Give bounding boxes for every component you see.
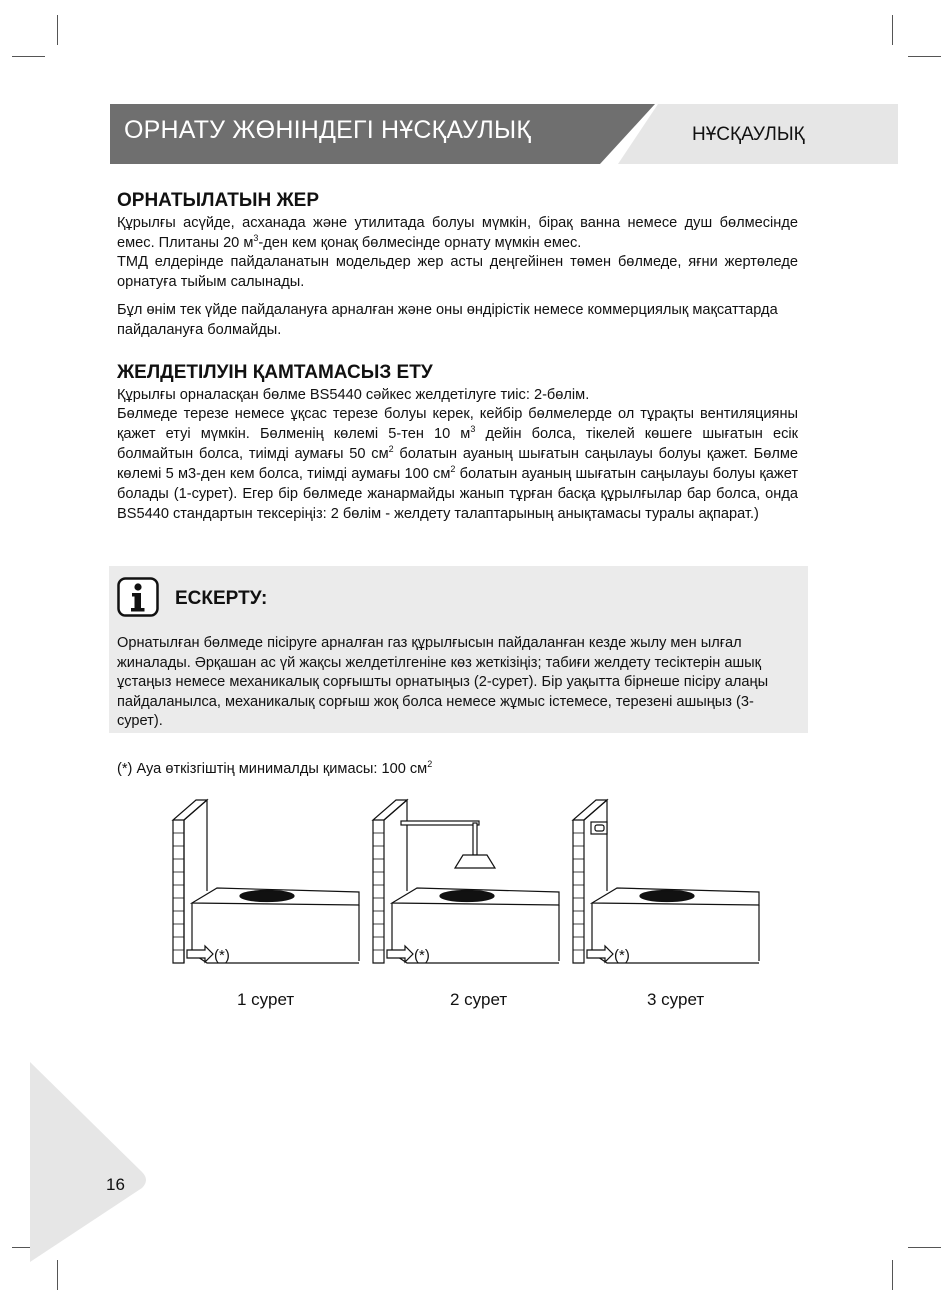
info-icon	[117, 577, 159, 617]
vent-marker: (*)	[614, 947, 630, 964]
paragraph: Бұл өнім тек үйде пайдалануға арналған және оны өндірістік немесе коммерциялық мақсаттарда пайдалануға болмайды.	[117, 302, 778, 338]
section-heading: ЖЕЛДЕТІЛУІН ҚАМТАМАСЫЗ ЕТУ	[117, 362, 433, 383]
crop-mark	[12, 56, 45, 57]
crop-mark	[908, 56, 941, 57]
crop-mark	[57, 1260, 58, 1290]
section-heading: ОРНАТЫЛАТЫН ЖЕР	[117, 190, 319, 211]
vent-marker: (*)	[214, 947, 230, 964]
crop-mark	[57, 15, 58, 45]
figure-1-caption: 1 сурет	[237, 990, 295, 1009]
footnote	[117, 759, 432, 777]
vent-marker: (*)	[414, 947, 430, 964]
footnote-text: (*) Ауа өткізгіштің минималды қимасы: 100 см	[117, 760, 428, 777]
page-corner-decoration	[0, 1062, 150, 1262]
warning-title: ЕСКЕРТУ:	[175, 588, 268, 609]
footnote-superscript: 2	[427, 759, 433, 769]
figure-1-illustration	[167, 788, 367, 973]
paragraph: Құрылғы орналасқан бөлме BS5440 сәйкес желдетілуге тиіс: 2-бөлім.	[117, 387, 590, 403]
page-number: 16	[106, 1175, 125, 1194]
crop-mark	[892, 1260, 893, 1290]
crop-mark	[892, 15, 893, 45]
figure-2-illustration	[367, 788, 567, 973]
paragraph: Құрылғы асүйде, асханада және утилитада болуы мүмкін, бірақ ванна немесе душ бөлмесінде емес. Плитаны 20 $м^3$-ден кем қонақ бөлмесінде орнату мүмкін емес.	[117, 215, 798, 251]
paragraph: Бөлмеде терезе немесе ұқсас терезе болуы керек, кейбір бөлмелерде ол тұрақты вентиляцияны қажет етуі мүмкін. Бөлменің көлемі 5-тен 10 $м^3$ дейін болса, тікелей көшеге шығатын есік болмайтын болса, тиімді аумағы 50 $см^2$ болатын ауаның шығатын саңылауы болуы қажет. Бөлме көлемі 5 м3-ден кем болса, тиімді аумағы 100 $см^2$ болатын ауаның шығатын саңылауы болуы қажет болады (1-сурет). Егер бір бөлмеде жанармайды жанып тұрған басқа құрылғылар бар болса, онда BS5440 стандартын тексеріңіз: 2 бөлім - желдету талаптарының анықтамасы туралы ақпарат.)	[117, 406, 799, 522]
page-title: ОРНАТУ ЖӨНІНДЕГІ НҰСҚАУЛЫҚ	[124, 116, 532, 144]
section-tab: НҰСҚАУЛЫҚ	[692, 124, 805, 145]
warning-text: Орнатылған бөлмеде пісіруге арналған газ құрылғысын пайдаланған кезде жылу мен ылғал жиналады. Әрқашан ас үй жақсы желдетілгеніне көз жеткізіңіз; табиғи желдету тесіктерін ашық ұстаңыз немесе механикалық сорғышты орнатыңыз (2-сурет). Бір уақытта бірнеше пісіру алаңы пайдаланылса, механикалық сорғыш жоқ болса немесе жұмыс істемесе, терезені ашыңыз (3-сурет).	[117, 635, 769, 729]
crop-mark	[908, 1247, 941, 1248]
figure-3-caption: 3 сурет	[647, 990, 705, 1009]
paragraph: ТМД елдерінде пайдаланатын модельдер жер асты деңгейінен төмен бөлмеде, яғни жертөледе орнатуға тыйым салынады.	[117, 254, 798, 290]
figure-2-caption: 2 сурет	[450, 990, 508, 1009]
figure-3-illustration	[567, 788, 767, 973]
